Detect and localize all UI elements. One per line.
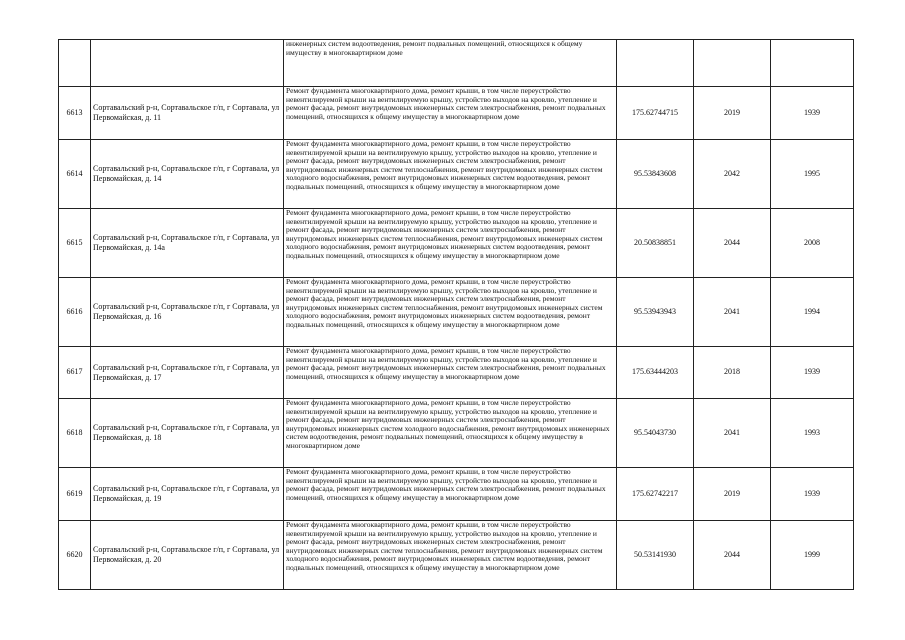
table-row [59,140,854,209]
row-cost: 175.62742217 [617,468,694,521]
row-year-built: 2008 [771,209,854,278]
row-works: Ремонт фундамента многоквартирного дома, ремонт крыши, в том числе переустройство невентилируемой крыши на вентилируемую крышу, устройство выходов на кровлю, утепление и ремонт фасада, ремонт внутридомовых инженерных систем электроснабжения, ремонт внутридомовых инженерных систем холодного водоснабжения, ремонт внутридомовых инженерных систем водоотведения, ремонт подвальных помещений, относящихся к общему имуществу в многоквартирном доме [284,399,617,468]
row-cost: 175.63444203 [617,347,694,399]
row-number: 6619 [59,468,91,521]
row-cost [617,40,694,87]
row-number: 6615 [59,209,91,278]
row-address: Сортавальский р-н, Сортавальское г/п, г Сортавала, ул Первомайская, д. 20 [91,521,284,590]
row-year-built: 1939 [771,87,854,140]
row-works: Ремонт фундамента многоквартирного дома, ремонт крыши, в том числе переустройство невентилируемой крыши на вентилируемую крышу, устройство выходов на кровлю, утепление и ремонт фасада, ремонт внутридомовых инженерных систем электроснабжения, ремонт подвальных помещений, относящихся к общему имуществу в многоквартирном доме [284,347,617,399]
row-year-built: 1995 [771,140,854,209]
row-number: 6617 [59,347,91,399]
row-works: Ремонт фундамента многоквартирного дома, ремонт крыши, в том числе переустройство невентилируемой крыши на вентилируемую крышу, устройство выходов на кровлю, утепление и ремонт фасада, ремонт внутридомовых инженерных систем электроснабжения, ремонт внутридомовых инженерных систем теплоснабжения, ремонт внутридомовых инженерных систем холодного водоснабжения, ремонт внутридомовых инженерных систем водоотведения, ремонт подвальных помещений, относящихся к общему имуществу в многоквартирном доме [284,209,617,278]
row-year-plan: 2044 [694,209,771,278]
row-year-plan: 2044 [694,521,771,590]
row-address: Сортавальский р-н, Сортавальское г/п, г Сортавала, ул Первомайская, д. 14а [91,209,284,278]
table-row [59,40,854,87]
row-address: Сортавальский р-н, Сортавальское г/п, г Сортавала, ул Первомайская, д. 14 [91,140,284,209]
row-works: Ремонт фундамента многоквартирного дома, ремонт крыши, в том числе переустройство невентилируемой крыши на вентилируемую крышу, устройство выходов на кровлю, утепление и ремонт фасада, ремонт внутридомовых инженерных систем электроснабжения, ремонт подвальных помещений, относящихся к общему имуществу в многоквартирном доме [284,468,617,521]
row-cost: 175.62744715 [617,87,694,140]
repair-program-table [58,39,854,590]
row-address: Сортавальский р-н, Сортавальское г/п, г Сортавала, ул Первомайская, д. 16 [91,278,284,347]
row-year-built [771,40,854,87]
row-year-plan: 2019 [694,468,771,521]
row-works: инженерных систем водоотведения, ремонт подвальных помещений, относящихся к общему имуществу в многоквартирном доме [284,40,617,87]
row-cost: 95.53943943 [617,278,694,347]
row-address: Сортавальский р-н, Сортавальское г/п, г Сортавала, ул Первомайская, д. 18 [91,399,284,468]
row-year-plan: 2018 [694,347,771,399]
row-number: 6614 [59,140,91,209]
row-year-plan [694,40,771,87]
row-cost: 95.54043730 [617,399,694,468]
row-number: 6616 [59,278,91,347]
row-year-plan: 2042 [694,140,771,209]
row-works: Ремонт фундамента многоквартирного дома, ремонт крыши, в том числе переустройство невентилируемой крыши на вентилируемую крышу, устройство выходов на кровлю, утепление и ремонт фасада, ремонт внутридомовых инженерных систем электроснабжения, ремонт внутридомовых инженерных систем теплоснабжения, ремонт внутридомовых инженерных систем холодного водоснабжения, ремонт внутридомовых инженерных систем водоотведения, ремонт подвальных помещений, относящихся к общему имуществу в многоквартирном доме [284,278,617,347]
row-address [91,40,284,87]
row-year-built: 1999 [771,521,854,590]
table-row [59,468,854,521]
row-address: Сортавальский р-н, Сортавальское г/п, г Сортавала, ул Первомайская, д. 17 [91,347,284,399]
table-row [59,87,854,140]
table-row [59,521,854,590]
row-year-built: 1994 [771,278,854,347]
row-year-plan: 2041 [694,399,771,468]
row-cost: 20.50838851 [617,209,694,278]
table-row [59,209,854,278]
row-cost: 50.53141930 [617,521,694,590]
row-number: 6613 [59,87,91,140]
row-number: 6620 [59,521,91,590]
row-year-built: 1939 [771,468,854,521]
row-address: Сортавальский р-н, Сортавальское г/п, г Сортавала, ул Первомайская, д. 19 [91,468,284,521]
table-row [59,347,854,399]
table-row [59,399,854,468]
row-works: Ремонт фундамента многоквартирного дома, ремонт крыши, в том числе переустройство невентилируемой крыши на вентилируемую крышу, устройство выходов на кровлю, утепление и ремонт фасада, ремонт внутридомовых инженерных систем электроснабжения, ремонт внутридомовых инженерных систем теплоснабжения, ремонт внутридомовых инженерных систем холодного водоснабжения, ремонт внутридомовых инженерных систем водоотведения, ремонт подвальных помещений, относящихся к общему имуществу в многоквартирном доме [284,140,617,209]
row-address: Сортавальский р-н, Сортавальское г/п, г Сортавала, ул Первомайская, д. 11 [91,87,284,140]
row-number [59,40,91,87]
row-year-plan: 2041 [694,278,771,347]
row-works: Ремонт фундамента многоквартирного дома, ремонт крыши, в том числе переустройство невентилируемой крыши на вентилируемую крышу, устройство выходов на кровлю, утепление и ремонт фасада, ремонт внутридомовых инженерных систем электроснабжения, ремонт подвальных помещений, относящихся к общему имуществу в многоквартирном доме [284,87,617,140]
row-year-built: 1993 [771,399,854,468]
row-cost: 95.53843608 [617,140,694,209]
row-number: 6618 [59,399,91,468]
row-year-plan: 2019 [694,87,771,140]
row-works: Ремонт фундамента многоквартирного дома, ремонт крыши, в том числе переустройство невентилируемой крыши на вентилируемую крышу, устройство выходов на кровлю, утепление и ремонт фасада, ремонт внутридомовых инженерных систем электроснабжения, ремонт внутридомовых инженерных систем теплоснабжения, ремонт внутридомовых инженерных систем холодного водоснабжения, ремонт внутридомовых инженерных систем водоотведения, ремонт подвальных помещений, относящихся к общему имуществу в многоквартирном доме [284,521,617,590]
row-year-built: 1939 [771,347,854,399]
table-row [59,278,854,347]
